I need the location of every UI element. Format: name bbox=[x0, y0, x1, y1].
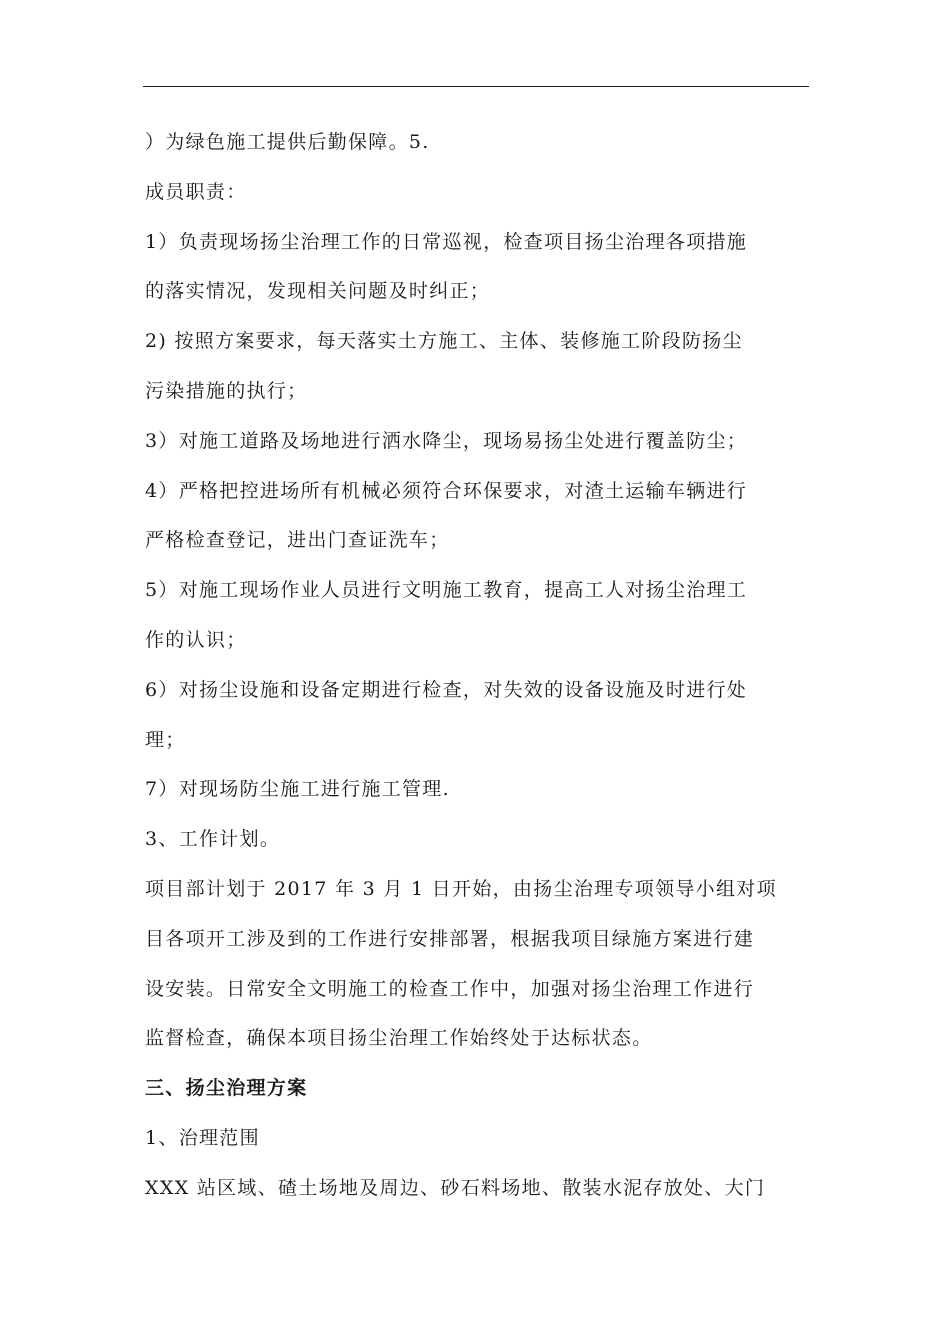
text-line: XXX 站区域、碴土场地及周边、砂石料场地、散装水泥存放处、大门 bbox=[145, 1176, 766, 1199]
text-line: 监督检查，确保本项目扬尘治理工作始终处于达标状态。 bbox=[145, 1027, 653, 1050]
text-line: 设安装。日常安全文明施工的检查工作中，加强对扬尘治理工作进行 bbox=[145, 977, 755, 1000]
text-line: 污染措施的执行； bbox=[145, 379, 308, 402]
subsection-heading: 1、治理范围 bbox=[145, 1126, 260, 1149]
text-line: 理； bbox=[145, 728, 186, 751]
text-line: 6）对扬尘设施和设备定期进行检查，对失效的设备设施及时进行处 bbox=[145, 678, 748, 701]
text-line: 项目部计划于 2017 年 3 月 1 日开始，由扬尘治理专项领导小组对项 bbox=[145, 877, 777, 900]
text-line: 4）严格把控进场所有机械必须符合环保要求，对渣土运输车辆进行 bbox=[145, 479, 748, 502]
text-line: 的落实情况，发现相关问题及时纠正； bbox=[145, 280, 491, 303]
text-line: ）为绿色施工提供后勤保障。5. bbox=[145, 131, 430, 153]
header-rule bbox=[143, 86, 809, 87]
text-line: 7）对现场防尘施工进行施工管理. bbox=[145, 778, 450, 801]
document-body bbox=[145, 118, 809, 1214]
text-line: 作的认识； bbox=[145, 628, 247, 651]
text-line: 3、工作计划。 bbox=[145, 828, 281, 851]
text-line: 1）负责现场扬尘治理工作的日常巡视，检查项目扬尘治理各项措施 bbox=[145, 230, 748, 253]
text-line: 5）对施工现场作业人员进行文明施工教育，提高工人对扬尘治理工 bbox=[145, 579, 748, 602]
text-line: 严格检查登记，进出门查证洗车； bbox=[145, 529, 450, 552]
text-line: 2) 按照方案要求，每天落实土方施工、主体、装修施工阶段防扬尘 bbox=[145, 330, 743, 353]
section-heading: 三、扬尘治理方案 bbox=[145, 1077, 308, 1100]
text-line: 3）对施工道路及场地进行洒水降尘，现场易扬尘处进行覆盖防尘； bbox=[145, 429, 748, 452]
text-line: 目各项开工涉及到的工作进行安排部署，根据我项目绿施方案进行建 bbox=[145, 927, 755, 950]
text-line: 成员职责： bbox=[145, 180, 247, 203]
